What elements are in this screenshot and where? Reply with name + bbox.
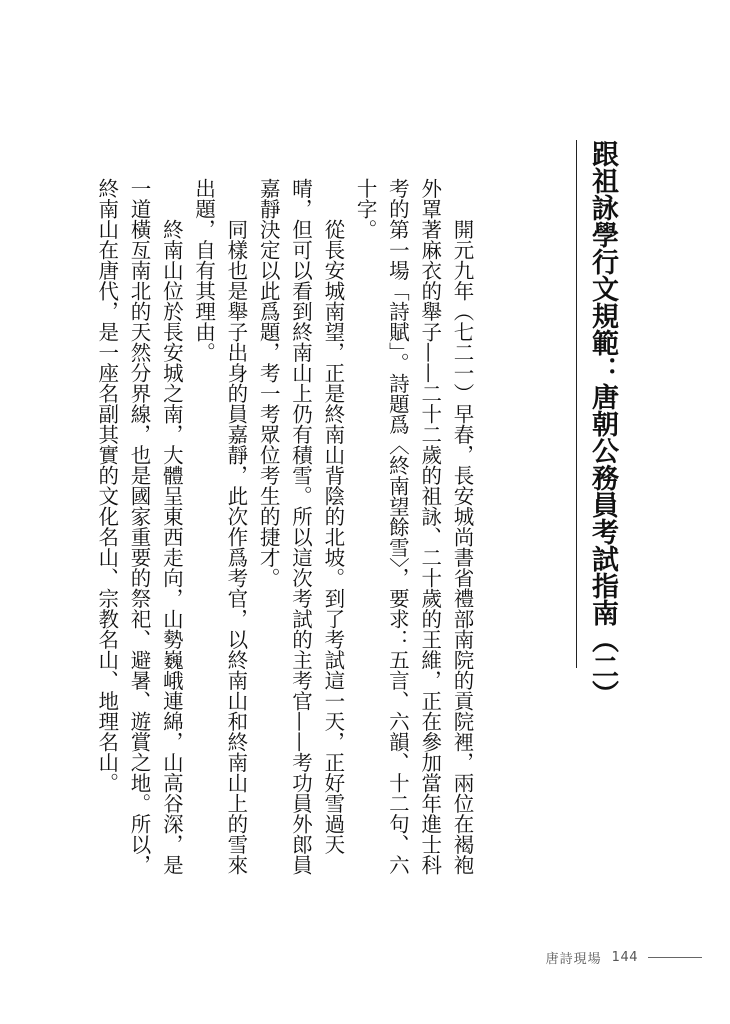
page-footer <box>546 948 702 967</box>
page-number: 144 <box>611 950 638 965</box>
running-title: 唐詩現場 <box>545 952 602 967</box>
paragraph-1: 開元九年（七二一）早春，長安城尚書省禮部南院的貢院裡，兩位在褐袍外罩著麻衣的舉子——二十二歲的祖詠、二十歲的王維，正在參加當年進士科考的第一場「詩賦」。詩題爲〈終南望餘雪〉，要求：五言、六韻、十二句、六十字。 <box>353 178 474 875</box>
title-rule <box>576 140 577 668</box>
paragraph-2: 從長安城南望，正是終南山背陰的北坡。到了考試這一天，正好雪過天晴，但可以看到終南山上仍有積雪。所以這次考試的主考官——考功員外郎員嘉靜決定以此爲題，考一考眾位考生的捷才。 <box>256 178 345 875</box>
paragraph-4: 終南山位於長安城之南，大體呈東西走向，山勢巍峨連綿，山高谷深，是一道橫亙南北的天然分界線，也是國家重要的祭祀、避暑、遊賞之地。所以，終南山在唐代，是一座名副其實的文化名山、宗教名山、地理名山。 <box>94 178 184 875</box>
chapter-title: 跟祖詠學行文規範：唐朝公務員考試指南（二） <box>587 140 618 707</box>
body-text <box>90 178 478 890</box>
paragraph-3: 同樣也是舉子出身的員嘉靜，此次作爲考官，以終南山和終南山上的雪來出題，自有其理由。 <box>191 178 248 875</box>
footer-rule <box>648 957 702 958</box>
